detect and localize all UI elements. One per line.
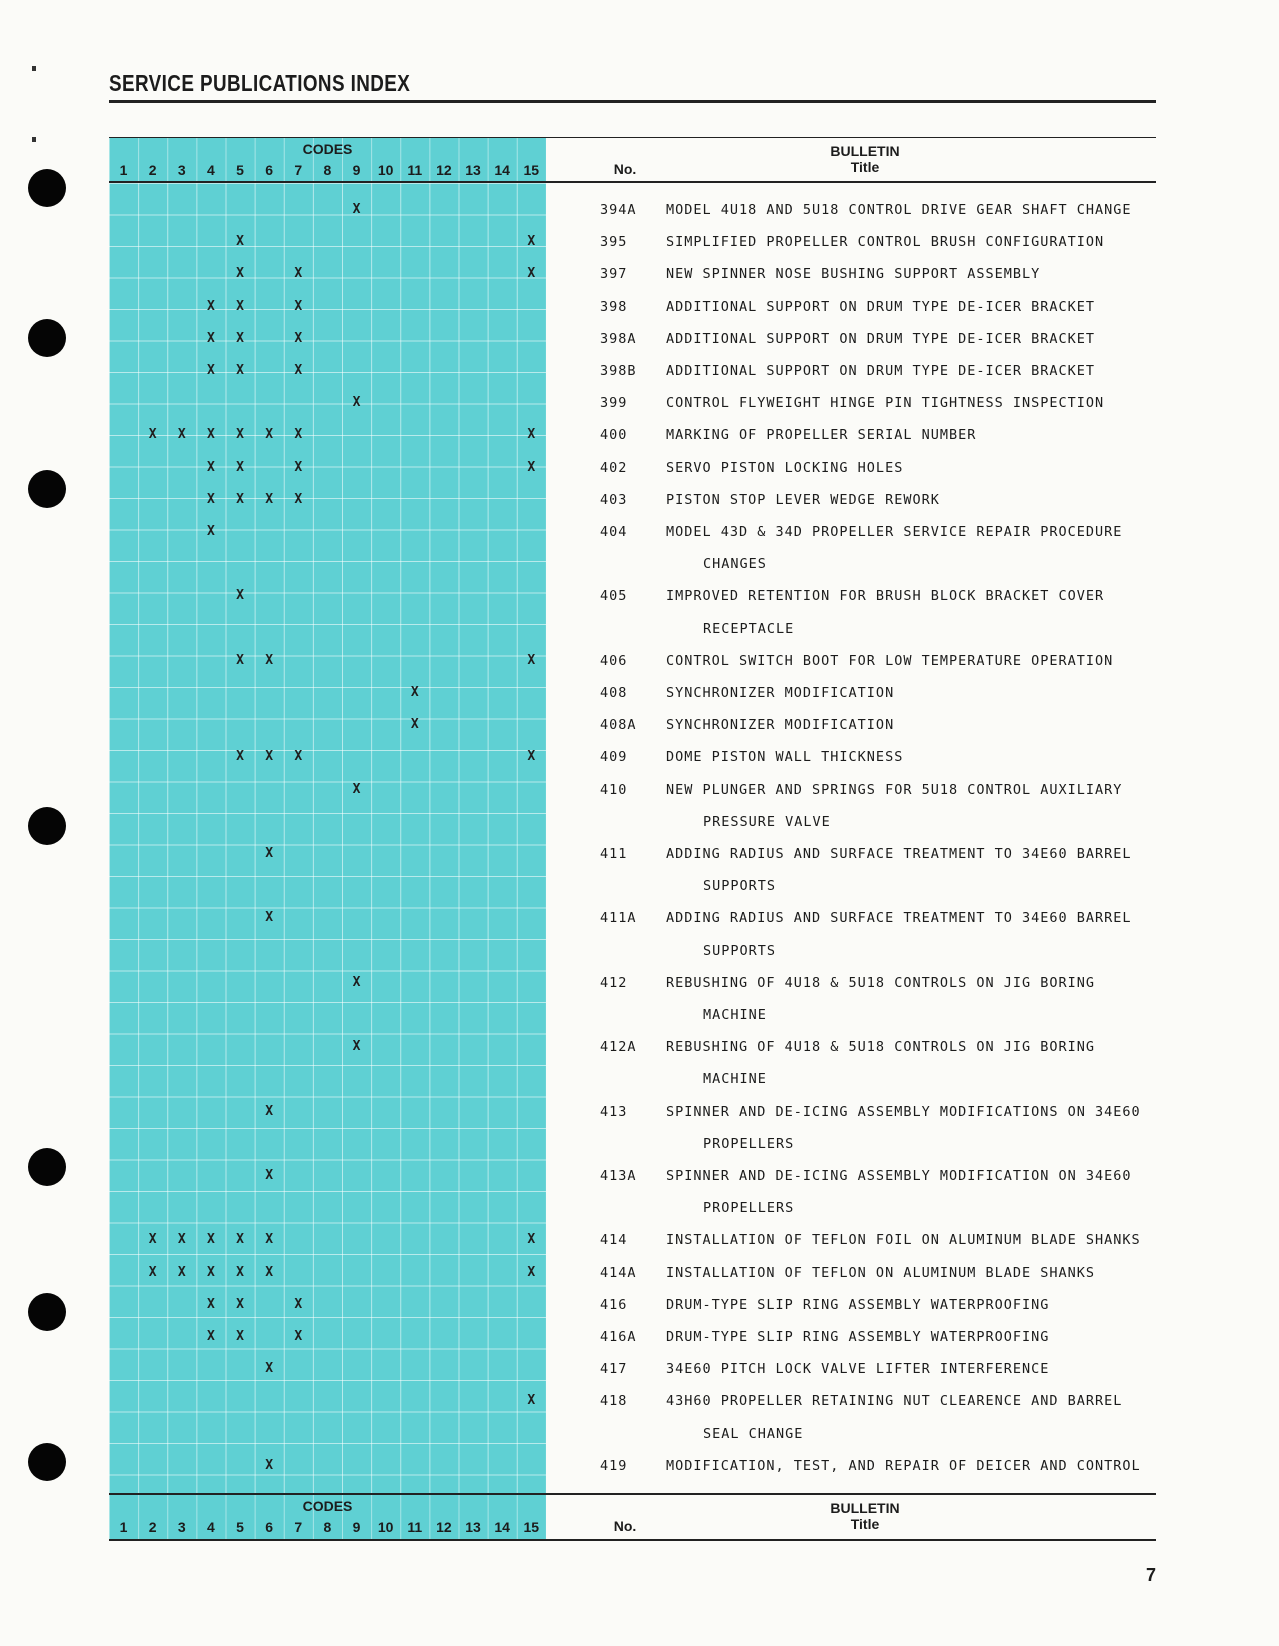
code-mark: X <box>527 652 536 668</box>
code-mark: X <box>236 588 244 604</box>
bulletin-title: INSTALLATION OF TEFLON ON ALUMINUM BLADE SHANKS <box>666 1264 1096 1281</box>
bulletin-number: 416A <box>600 1329 637 1345</box>
code-mark: X <box>236 427 244 443</box>
code-mark: X <box>236 266 244 282</box>
bulletin-row <box>600 1168 1270 1184</box>
bulletin-title-continuation: SUPPORTS <box>703 878 777 895</box>
bulletin-row <box>600 1104 1270 1120</box>
bulletin-row <box>600 1265 1270 1281</box>
bulletin-number: 414 <box>600 1232 628 1249</box>
paper-speck <box>32 137 36 142</box>
bulletin-title: PISTON STOP LEVER WEDGE REWORK <box>666 491 940 508</box>
bulletin-title: DRUM-TYPE SLIP RING ASSEMBLY WATERPROOFING <box>666 1296 1050 1313</box>
code-column-number: 6 <box>265 1519 274 1535</box>
binder-hole <box>28 807 66 845</box>
title-label: Title <box>850 159 880 175</box>
bulletin-header <box>760 1500 970 1532</box>
code-mark: X <box>236 298 244 314</box>
title-label: Title <box>850 1516 880 1532</box>
code-column-number: 14 <box>494 162 510 178</box>
code-mark: X <box>294 330 303 346</box>
bulletin-title-continuation: RECEPTACLE <box>703 620 795 637</box>
bulletin-title: ADDING RADIUS AND SURFACE TREATMENT TO 34E60 BARREL <box>666 846 1132 862</box>
bulletin-row <box>600 1393 1270 1409</box>
code-mark: X <box>236 652 244 668</box>
bulletin-title: CONTROL SWITCH BOOT FOR LOW TEMPERATURE OPERATION <box>666 652 1114 669</box>
code-mark: X <box>294 459 303 475</box>
code-column-number: 13 <box>465 1519 481 1535</box>
bulletin-title: ADDITIONAL SUPPORT ON DRUM TYPE DE-ICER BRACKET <box>666 330 1096 347</box>
bulletin-title: 43H60 PROPELLER RETAINING NUT CLEARENCE AND BARREL <box>666 1393 1123 1410</box>
code-column-number: 15 <box>523 1519 540 1535</box>
bulletin-title: DRUM-TYPE SLIP RING ASSEMBLY WATERPROOFING <box>666 1329 1050 1345</box>
bulletin-row <box>600 749 1270 765</box>
bulletin-number: 398A <box>600 330 637 347</box>
code-mark: X <box>148 427 157 443</box>
code-mark: X <box>265 1361 274 1377</box>
bulletin-title-continuation: SEAL CHANGE <box>703 1425 804 1442</box>
binder-hole <box>28 319 66 357</box>
code-mark: X <box>527 749 536 765</box>
code-mark: X <box>206 459 215 475</box>
bulletin-row <box>600 460 1270 476</box>
code-column-number: 13 <box>465 162 481 178</box>
bulletin-number: 418 <box>600 1393 628 1410</box>
bulletin-row <box>600 1458 1270 1474</box>
code-mark: X <box>294 363 303 378</box>
codes-footer <box>109 1495 546 1539</box>
code-mark: X <box>352 1039 361 1055</box>
bulletin-number: 403 <box>600 491 628 508</box>
code-mark: X <box>527 1393 536 1409</box>
code-mark: X <box>236 1264 244 1280</box>
bulletin-row <box>600 975 1270 991</box>
code-column-number: 9 <box>352 162 361 178</box>
code-mark: X <box>236 234 244 250</box>
code-mark: X <box>236 363 244 378</box>
bulletin-title: ADDING RADIUS AND SURFACE TREATMENT TO 34E60 BARREL <box>666 910 1132 927</box>
codes-header <box>109 138 546 182</box>
bulletin-row <box>600 492 1270 508</box>
code-mark: X <box>265 1168 274 1183</box>
bulletin-number: 411 <box>600 846 628 862</box>
bulletin-number: 413 <box>600 1103 628 1120</box>
code-mark: X <box>410 685 419 700</box>
bulletin-row <box>600 266 1270 282</box>
bulletin-title-continuation: SUPPORTS <box>703 942 777 959</box>
code-mark: X <box>265 1103 274 1119</box>
title-rule <box>109 100 1156 103</box>
bulletin-number: 398B <box>600 363 637 379</box>
bulletin-row <box>600 363 1270 379</box>
code-mark: X <box>265 491 274 507</box>
bulletin-number: 409 <box>600 749 628 766</box>
code-mark: X <box>206 1329 215 1344</box>
bulletin-number: 399 <box>600 395 628 412</box>
code-mark: X <box>527 1232 536 1248</box>
code-mark: X <box>265 427 274 443</box>
bulletin-row <box>600 202 1270 218</box>
code-column-number: 3 <box>177 162 186 178</box>
code-mark: X <box>236 1296 244 1312</box>
code-mark: X <box>265 846 274 861</box>
code-column-number: 1 <box>119 1519 128 1535</box>
code-mark: X <box>352 395 361 411</box>
bulletin-row <box>600 910 1270 926</box>
bulletin-title: SPINNER AND DE-ICING ASSEMBLY MODIFICATION ON 34E60 <box>666 1168 1132 1184</box>
code-mark: X <box>206 1296 215 1312</box>
no-label: No. <box>613 161 637 177</box>
bulletin-title: CONTROL FLYWEIGHT HINGE PIN TIGHTNESS INSPECTION <box>666 395 1105 412</box>
code-column-number: 12 <box>436 162 452 178</box>
codes-label: CODES <box>302 141 353 157</box>
codes-label: CODES <box>302 1498 353 1514</box>
code-column-number: 4 <box>207 162 215 178</box>
code-mark: X <box>236 749 244 765</box>
bulletin-title: MARKING OF PROPELLER SERIAL NUMBER <box>666 427 977 444</box>
binder-hole <box>28 470 66 508</box>
code-mark: X <box>236 330 244 346</box>
code-column-number: 10 <box>377 162 394 178</box>
code-column-number: 6 <box>265 162 274 178</box>
bulletin-title: SYNCHRONIZER MODIFICATION <box>666 685 895 701</box>
bulletin-row <box>600 524 1270 540</box>
code-column-number: 10 <box>377 1519 394 1535</box>
code-mark: X <box>148 1264 157 1280</box>
bulletin-title: NEW PLUNGER AND SPRINGS FOR 5U18 CONTROL AUXILIARY <box>666 781 1123 798</box>
code-mark: X <box>527 266 536 282</box>
code-mark: X <box>236 1329 244 1344</box>
bulletin-title: IMPROVED RETENTION FOR BRUSH BLOCK BRACKET COVER <box>666 588 1105 605</box>
bulletin-number: 419 <box>600 1457 628 1474</box>
code-mark: X <box>352 974 361 990</box>
code-column-number: 11 <box>407 162 423 178</box>
bulletin-number: 412A <box>600 1039 637 1056</box>
code-mark: X <box>206 491 215 507</box>
code-mark: X <box>294 749 303 765</box>
bulletin-number: 405 <box>600 588 628 605</box>
bulletin-row <box>600 717 1270 733</box>
bulletin-row <box>600 588 1270 604</box>
code-mark: X <box>527 234 536 250</box>
bulletin-label: BULLETIN <box>830 1500 900 1516</box>
bulletin-row <box>600 846 1270 862</box>
bulletin-number: 397 <box>600 266 628 283</box>
code-mark: X <box>177 1232 186 1248</box>
bulletin-number: 410 <box>600 781 628 798</box>
bulletin-title: DOME PISTON WALL THICKNESS <box>666 749 904 766</box>
code-column-number: 2 <box>148 1519 157 1535</box>
binder-hole <box>28 1293 66 1331</box>
bulletin-number: 406 <box>600 652 628 669</box>
code-mark: X <box>177 427 186 443</box>
code-mark: X <box>177 1264 186 1280</box>
bulletin-title: SIMPLIFIED PROPELLER CONTROL BRUSH CONFIGURATION <box>666 234 1105 251</box>
code-mark: X <box>527 427 536 443</box>
code-column-number: 12 <box>436 1519 452 1535</box>
bulletin-row <box>600 685 1270 701</box>
bulletin-title: SYNCHRONIZER MODIFICATION <box>666 717 895 734</box>
code-mark: X <box>236 1232 244 1248</box>
bulletin-number: 412 <box>600 974 628 991</box>
bulletin-number: 404 <box>600 524 628 540</box>
binder-hole <box>28 1443 66 1481</box>
bulletin-title: MODEL 43D & 34D PROPELLER SERVICE REPAIR PROCEDURE <box>666 524 1123 540</box>
bulletin-number: 414A <box>600 1264 637 1281</box>
code-mark: X <box>527 1264 536 1280</box>
bulletin-number: 417 <box>600 1361 628 1378</box>
code-mark: X <box>206 363 215 378</box>
bulletin-row <box>600 395 1270 411</box>
code-mark: X <box>206 330 215 346</box>
bulletin-header <box>760 143 970 175</box>
code-mark: X <box>265 1457 274 1473</box>
bulletin-number: 395 <box>600 234 628 251</box>
code-mark: X <box>236 459 244 475</box>
code-mark: X <box>352 202 361 217</box>
code-column-number: 14 <box>494 1519 510 1535</box>
bulletin-title: SPINNER AND DE-ICING ASSEMBLY MODIFICATIONS ON 34E60 <box>666 1103 1141 1120</box>
code-mark: X <box>236 491 244 507</box>
code-mark: X <box>265 749 274 765</box>
code-column-number: 8 <box>323 162 332 178</box>
code-column-number: 5 <box>236 162 244 178</box>
code-mark: X <box>206 524 215 539</box>
bulletin-number: 400 <box>600 427 628 444</box>
code-mark: X <box>265 652 274 668</box>
bulletin-title: SERVO PISTON LOCKING HOLES <box>666 459 904 476</box>
bulletin-title: REBUSHING OF 4U18 & 5U18 CONTROLS ON JIG BORING <box>666 1039 1096 1056</box>
code-column-number: 7 <box>294 162 303 178</box>
bulletin-row <box>600 653 1270 669</box>
code-mark: X <box>206 427 215 443</box>
code-column-number: 8 <box>323 1519 332 1535</box>
bulletin-label: BULLETIN <box>830 143 900 159</box>
bulletin-number: 416 <box>600 1296 628 1313</box>
bulletin-title-continuation: MACHINE <box>703 1007 767 1023</box>
code-column-number: 3 <box>177 1519 186 1535</box>
binder-hole <box>28 169 66 207</box>
page-number: 7 <box>1146 1565 1157 1585</box>
page-title: SERVICE PUBLICATIONS INDEX <box>109 70 411 96</box>
bulletin-row <box>600 427 1270 443</box>
bulletin-row <box>600 1232 1270 1248</box>
paper-speck <box>32 66 36 71</box>
code-column-number: 7 <box>294 1519 303 1535</box>
code-column-number: 11 <box>407 1519 423 1535</box>
code-mark: X <box>410 717 419 733</box>
code-mark: X <box>206 1232 215 1248</box>
bulletin-number: 408 <box>600 685 628 701</box>
bulletin-title: ADDITIONAL SUPPORT ON DRUM TYPE DE-ICER BRACKET <box>666 298 1096 315</box>
bulletin-title-continuation: PRESSURE VALVE <box>703 813 831 830</box>
code-mark: X <box>294 298 303 314</box>
bulletin-title: ADDITIONAL SUPPORT ON DRUM TYPE DE-ICER BRACKET <box>666 363 1096 379</box>
code-column-number: 2 <box>148 162 157 178</box>
bulletin-title: MODEL 4U18 AND 5U18 CONTROL DRIVE GEAR SHAFT CHANGE <box>666 202 1132 218</box>
bulletin-number: 398 <box>600 298 628 315</box>
code-column-number: 4 <box>207 1519 215 1535</box>
code-mark: X <box>265 910 274 926</box>
code-mark: X <box>265 1264 274 1280</box>
code-mark: X <box>206 298 215 314</box>
bulletin-number: 408A <box>600 717 637 734</box>
bulletin-row <box>600 1297 1270 1313</box>
code-mark: X <box>148 1232 157 1248</box>
code-mark: X <box>294 491 303 507</box>
bulletin-title: MODIFICATION, TEST, AND REPAIR OF DEICER AND CONTROL <box>666 1457 1141 1474</box>
code-mark: X <box>352 781 361 797</box>
bulletin-title-continuation: PROPELLERS <box>703 1200 795 1217</box>
bulletin-row <box>600 299 1270 315</box>
bulletin-number: 413A <box>600 1168 637 1184</box>
no-label: No. <box>613 1518 637 1534</box>
bulletin-title-continuation: CHANGES <box>703 556 767 573</box>
bulletin-title: NEW SPINNER NOSE BUSHING SUPPORT ASSEMBLY <box>666 266 1041 283</box>
bulletin-title-continuation: PROPELLERS <box>703 1135 795 1152</box>
bulletin-row <box>600 234 1270 250</box>
bulletin-title: 34E60 PITCH LOCK VALVE LIFTER INTERFERENCE <box>666 1361 1050 1378</box>
bulletin-number: 402 <box>600 459 628 476</box>
code-mark: X <box>294 427 303 443</box>
bulletin-row <box>600 1329 1270 1345</box>
binder-hole <box>28 1148 66 1186</box>
bulletin-row <box>600 1361 1270 1377</box>
code-column-number: 5 <box>236 1519 244 1535</box>
code-column-number: 15 <box>523 162 540 178</box>
code-mark: X <box>265 1232 274 1248</box>
bulletin-row <box>600 331 1270 347</box>
bulletin-title: REBUSHING OF 4U18 & 5U18 CONTROLS ON JIG BORING <box>666 974 1096 991</box>
code-mark: X <box>206 1264 215 1280</box>
bulletin-title-continuation: MACHINE <box>703 1071 767 1088</box>
bulletin-number: 394A <box>600 202 637 218</box>
code-mark: X <box>527 459 536 475</box>
code-column-number: 9 <box>352 1519 361 1535</box>
bulletin-title: INSTALLATION OF TEFLON FOIL ON ALUMINUM BLADE SHANKS <box>666 1232 1141 1249</box>
code-mark: X <box>294 266 303 282</box>
code-column-numbers <box>109 162 546 178</box>
footer-bottom-rule <box>109 1539 1156 1541</box>
bulletin-number: 411A <box>600 910 637 927</box>
bulletin-row <box>600 782 1270 798</box>
code-column-numbers <box>109 1519 546 1535</box>
code-column-number: 1 <box>119 162 128 178</box>
code-mark: X <box>294 1329 303 1344</box>
code-mark: X <box>294 1296 303 1312</box>
code-grid <box>109 183 546 1493</box>
bulletin-row <box>600 1039 1270 1055</box>
